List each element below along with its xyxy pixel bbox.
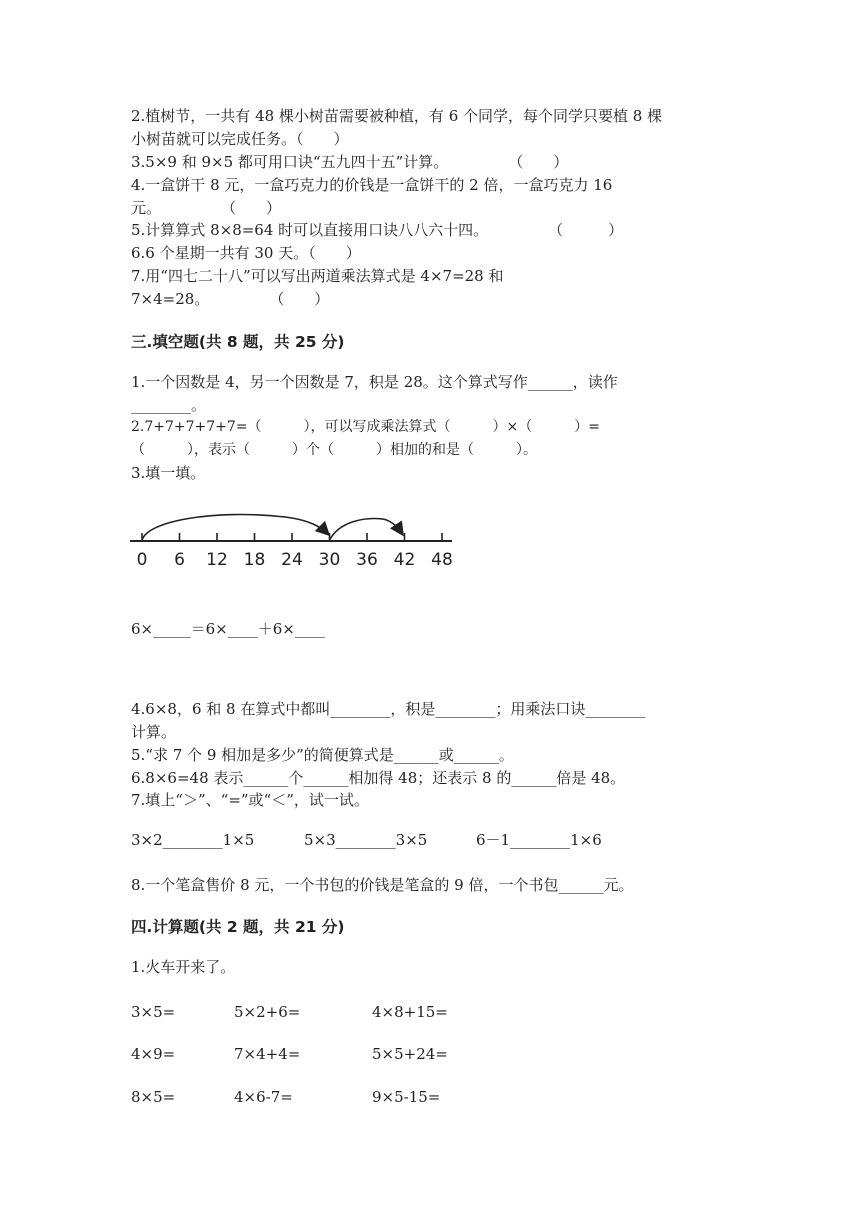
fill-q4-line2: 计算。	[131, 723, 177, 741]
judge-item-4-line1: 4.一盒饼干 8 元，一盒巧克力的价钱是一盒饼干的 2 倍，一盒巧克力 16	[131, 176, 613, 194]
fill-q6: 6.8×6=48 表示______个______相加得 48；还表示 8 的______倍是 48。	[131, 769, 626, 787]
fill-q1-line2: ________。	[131, 396, 207, 414]
calc-row-2-col-1: 4×9=	[131, 1045, 176, 1063]
tick-label: 42	[393, 550, 416, 570]
judge-item-7-line1: 7.用“四七二十八”可以写出两道乘法算式是 4×7=28 和	[131, 267, 504, 285]
fill-q3: 3.填一填。	[131, 464, 206, 482]
tick-label: 12	[206, 550, 228, 570]
calc-row-1-col-1: 3×5=	[131, 1003, 176, 1021]
jump-arc-2	[329, 519, 403, 541]
judge-item-7-line2: 7×4=28。 （ ）	[131, 290, 330, 308]
fill-q7: 7.填上“＞”、“=”或“＜”，试一试。	[131, 791, 369, 809]
tick-label: 18	[243, 550, 266, 570]
fill-q4-line1: 4.6×8，6 和 8 在算式中都叫________，积是________；用乘法口诀________	[131, 700, 646, 718]
jump-arc-1	[142, 514, 329, 541]
tick-label: 6	[174, 550, 185, 570]
compare-expr-2: 5×3________3×5	[304, 831, 428, 849]
fill-q2-line1: 2.7+7+7+7+7=（ ），可以写成乘法算式（ ）×（ ）=	[131, 419, 601, 435]
calc-row-1-col-3: 4×8+15=	[372, 1003, 448, 1021]
compare-expr-1: 3×2________1×5	[131, 831, 255, 849]
section-4-heading: 四.计算题(共 2 题，共 21 分)	[131, 918, 345, 936]
tick-label: 36	[356, 550, 378, 570]
judge-item-4-line2: 元。 （ ）	[131, 199, 282, 217]
judge-item-3: 3.5×9 和 9×5 都可用口诀“五九四十五”计算。 （ ）	[131, 153, 569, 171]
calc-row-3-col-3: 9×5-15=	[372, 1088, 441, 1106]
judge-item-6: 6.6 个星期一共有 30 天。（ ）	[131, 244, 361, 262]
calc-row-2-col-3: 5×5+24=	[372, 1045, 448, 1063]
calc-row-2-col-2: 7×4+4=	[234, 1045, 301, 1063]
tick-label: 30	[318, 550, 341, 570]
fill-q5: 5.“求 7 个 9 相加是多少”的简便算式是______或______。	[131, 746, 514, 764]
calc-row-1-col-2: 5×2+6=	[234, 1003, 301, 1021]
tick-label: 0	[136, 550, 148, 570]
compare-expr-3: 6－1________1×6	[476, 831, 602, 849]
calc-row-3-col-2: 4×6-7=	[234, 1088, 293, 1106]
judge-item-2-line1: 2.植树节，一共有 48 棵小树苗需要被种植，有 6 个同学，每个同学只要植 8 棵	[131, 107, 663, 125]
fill-q8: 8.一个笔盒售价 8 元，一个书包的价钱是笔盒的 9 倍，一个书包______元。	[131, 876, 634, 894]
judge-item-2-line2: 小树苗就可以完成任务。（ ）	[131, 130, 349, 148]
fill-q2-line2: （ ），表示（ ）个（ ）相加的和是（ ）。	[131, 442, 537, 458]
section-3-heading: 三.填空题(共 8 题，共 25 分)	[131, 333, 345, 351]
judge-item-5: 5.计算算式 8×8=64 时可以直接用口诀八八六十四。 （ ）	[131, 221, 624, 239]
calc-row-3-col-1: 8×5=	[131, 1088, 176, 1106]
fill-q3-equation: 6×_____＝6×____＋6×____	[131, 620, 325, 638]
number-line	[125, 505, 460, 575]
fill-q1-line1: 1.一个因数是 4，另一个因数是 7，积是 28。这个算式写作______，读作	[131, 373, 618, 391]
calc-q1-title: 1.火车开来了。	[131, 958, 236, 976]
tick-label: 24	[281, 550, 303, 570]
tick-label: 48	[431, 550, 453, 570]
